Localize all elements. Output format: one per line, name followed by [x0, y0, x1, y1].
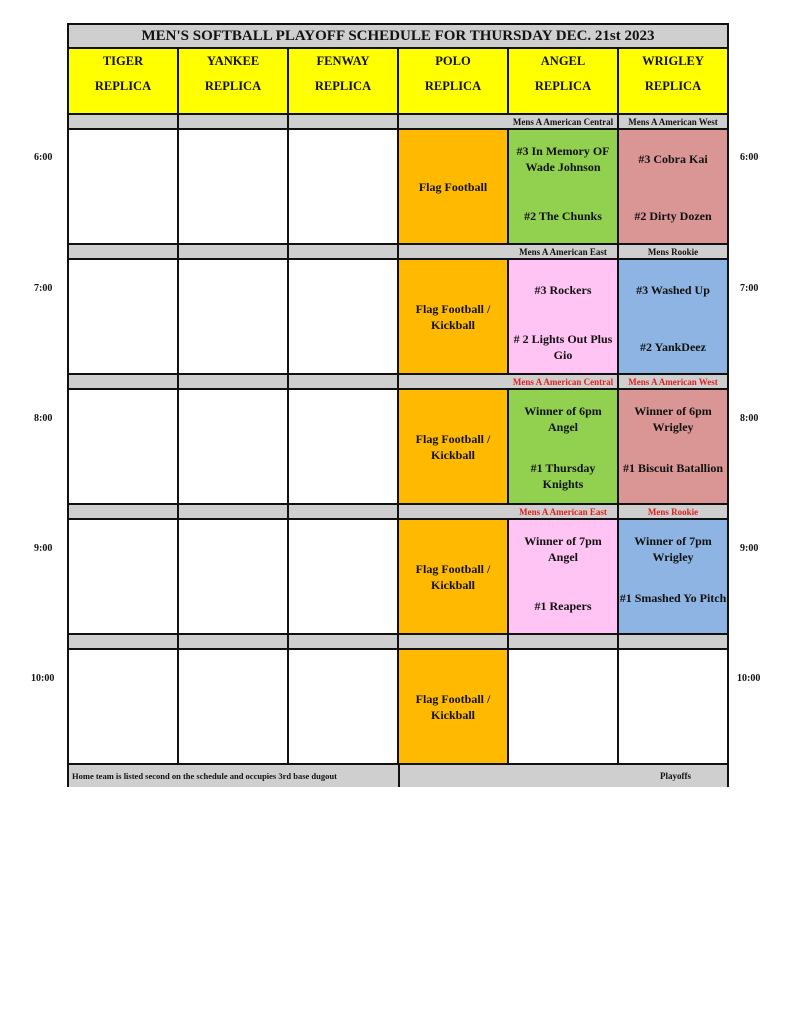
away-team: Winner of 7pm Wrigley [634, 534, 712, 564]
home-team: #2 Dirty Dozen [634, 209, 712, 223]
separator [289, 635, 399, 650]
field-sub: REPLICA [204, 79, 262, 93]
field-header-wrigley [619, 49, 727, 115]
separator [69, 505, 179, 520]
away-team: #3 In Memory OF Wade Johnson [516, 144, 610, 174]
home-team: #2 The Chunks [524, 209, 602, 223]
time-label-10pm-right: 10:00 [737, 673, 761, 684]
field-header-angel [509, 49, 619, 115]
slot-yankee-6pm [179, 130, 289, 245]
away-team: #3 Cobra Kai [638, 152, 708, 166]
polo-event-label: Flag Football / Kickball [415, 431, 491, 462]
home-team: #2 YankDeez [640, 340, 706, 354]
separator [289, 245, 399, 260]
field-sub: REPLICA [314, 79, 372, 93]
field-header-fenway [289, 49, 399, 115]
slot-polo-8pm [399, 390, 509, 505]
time-label-6pm-left: 6:00 [34, 152, 53, 163]
separator [399, 635, 509, 650]
slot-wrigley-10pm [619, 650, 727, 765]
slot-polo-10pm [399, 650, 509, 765]
time-label-9pm-left: 9:00 [34, 543, 53, 554]
field-name: POLO [435, 54, 471, 68]
field-sub: REPLICA [94, 79, 152, 93]
polo-event-label: Flag Football / Kickball [415, 301, 491, 332]
separator [399, 505, 509, 520]
separator [179, 505, 289, 520]
slot-fenway-6pm [289, 130, 399, 245]
game-wrigley-6pm [619, 130, 727, 245]
schedule-title: MEN'S SOFTBALL PLAYOFF SCHEDULE FOR THURSDAY DEC. 21st 2023 [69, 25, 727, 49]
slot-fenway-7pm [289, 260, 399, 375]
division-label-angel: Mens A American Central [509, 115, 619, 130]
separator [509, 635, 619, 650]
field-sub: REPLICA [424, 79, 482, 93]
separator [179, 635, 289, 650]
slot-fenway-9pm [289, 520, 399, 635]
separator [69, 635, 179, 650]
division-label-wrigley: Mens A American West [619, 115, 727, 130]
separator [179, 375, 289, 390]
separator [69, 115, 179, 130]
division-label-angel: Mens A American East [509, 505, 619, 520]
time-label-6pm-right: 6:00 [740, 152, 759, 163]
slot-polo-6pm [399, 130, 509, 245]
field-name: FENWAY [316, 54, 370, 68]
home-team: #1 Smashed Yo Pitch [619, 591, 727, 605]
slot-tiger-9pm [69, 520, 179, 635]
field-sub: REPLICA [644, 79, 702, 93]
game-wrigley-9pm [619, 520, 727, 635]
field-name: YANKEE [206, 54, 260, 68]
separator [179, 245, 289, 260]
game-wrigley-7pm [619, 260, 727, 375]
slot-yankee-8pm [179, 390, 289, 505]
home-team: #1 Reapers [534, 599, 592, 613]
away-team: #3 Rockers [534, 283, 592, 297]
separator [399, 245, 509, 260]
schedule-sheet [67, 23, 729, 787]
division-label-wrigley: Mens A American West [619, 375, 727, 390]
home-team: #1 Biscuit Batallion [622, 461, 723, 475]
division-label-wrigley: Mens Rookie [619, 505, 727, 520]
field-name: WRIGLEY [642, 54, 704, 68]
separator [399, 115, 509, 130]
field-sub: REPLICA [534, 79, 592, 93]
field-name: ANGEL [540, 54, 586, 68]
division-label-angel: Mens A American Central [509, 375, 619, 390]
separator [399, 375, 509, 390]
field-header-yankee [179, 49, 289, 115]
game-angel-7pm [509, 260, 619, 375]
separator [289, 375, 399, 390]
field-name: TIGER [102, 54, 144, 68]
playoffs-label: Playoffs [400, 765, 727, 787]
division-label-angel: Mens A American East [509, 245, 619, 260]
game-angel-8pm [509, 390, 619, 505]
separator [289, 115, 399, 130]
separator [69, 375, 179, 390]
separator [619, 635, 727, 650]
slot-tiger-7pm [69, 260, 179, 375]
polo-event-label: Flag Football / Kickball [415, 691, 491, 722]
game-angel-6pm [509, 130, 619, 245]
time-label-8pm-left: 8:00 [34, 413, 53, 424]
slot-fenway-8pm [289, 390, 399, 505]
field-header-polo [399, 49, 509, 115]
polo-event-label: Flag Football [418, 179, 488, 194]
slot-angel-10pm [509, 650, 619, 765]
slot-tiger-8pm [69, 390, 179, 505]
division-label-wrigley: Mens Rookie [619, 245, 727, 260]
away-team: Winner of 6pm Angel [524, 404, 602, 434]
separator [69, 245, 179, 260]
home-team: # 2 Lights Out Plus Gio [513, 332, 613, 362]
polo-event-label: Flag Football / Kickball [415, 561, 491, 592]
away-team: Winner of 6pm Wrigley [634, 404, 712, 434]
home-team-note: Home team is listed second on the schedule and occupies 3rd base dugout [69, 765, 400, 787]
slot-tiger-6pm [69, 130, 179, 245]
slot-polo-7pm [399, 260, 509, 375]
slot-polo-9pm [399, 520, 509, 635]
time-label-8pm-right: 8:00 [740, 413, 759, 424]
game-wrigley-8pm [619, 390, 727, 505]
time-label-7pm-right: 7:00 [740, 283, 759, 294]
slot-yankee-9pm [179, 520, 289, 635]
slot-tiger-10pm [69, 650, 179, 765]
slot-fenway-10pm [289, 650, 399, 765]
away-team: Winner of 7pm Angel [524, 534, 602, 564]
away-team: #3 Washed Up [636, 283, 710, 297]
separator [179, 115, 289, 130]
slot-yankee-10pm [179, 650, 289, 765]
home-team: #1 Thursday Knights [530, 461, 596, 491]
time-label-10pm-left: 10:00 [31, 673, 55, 684]
slot-yankee-7pm [179, 260, 289, 375]
game-angel-9pm [509, 520, 619, 635]
separator [289, 505, 399, 520]
field-header-tiger [69, 49, 179, 115]
time-label-7pm-left: 7:00 [34, 283, 53, 294]
time-label-9pm-right: 9:00 [740, 543, 759, 554]
